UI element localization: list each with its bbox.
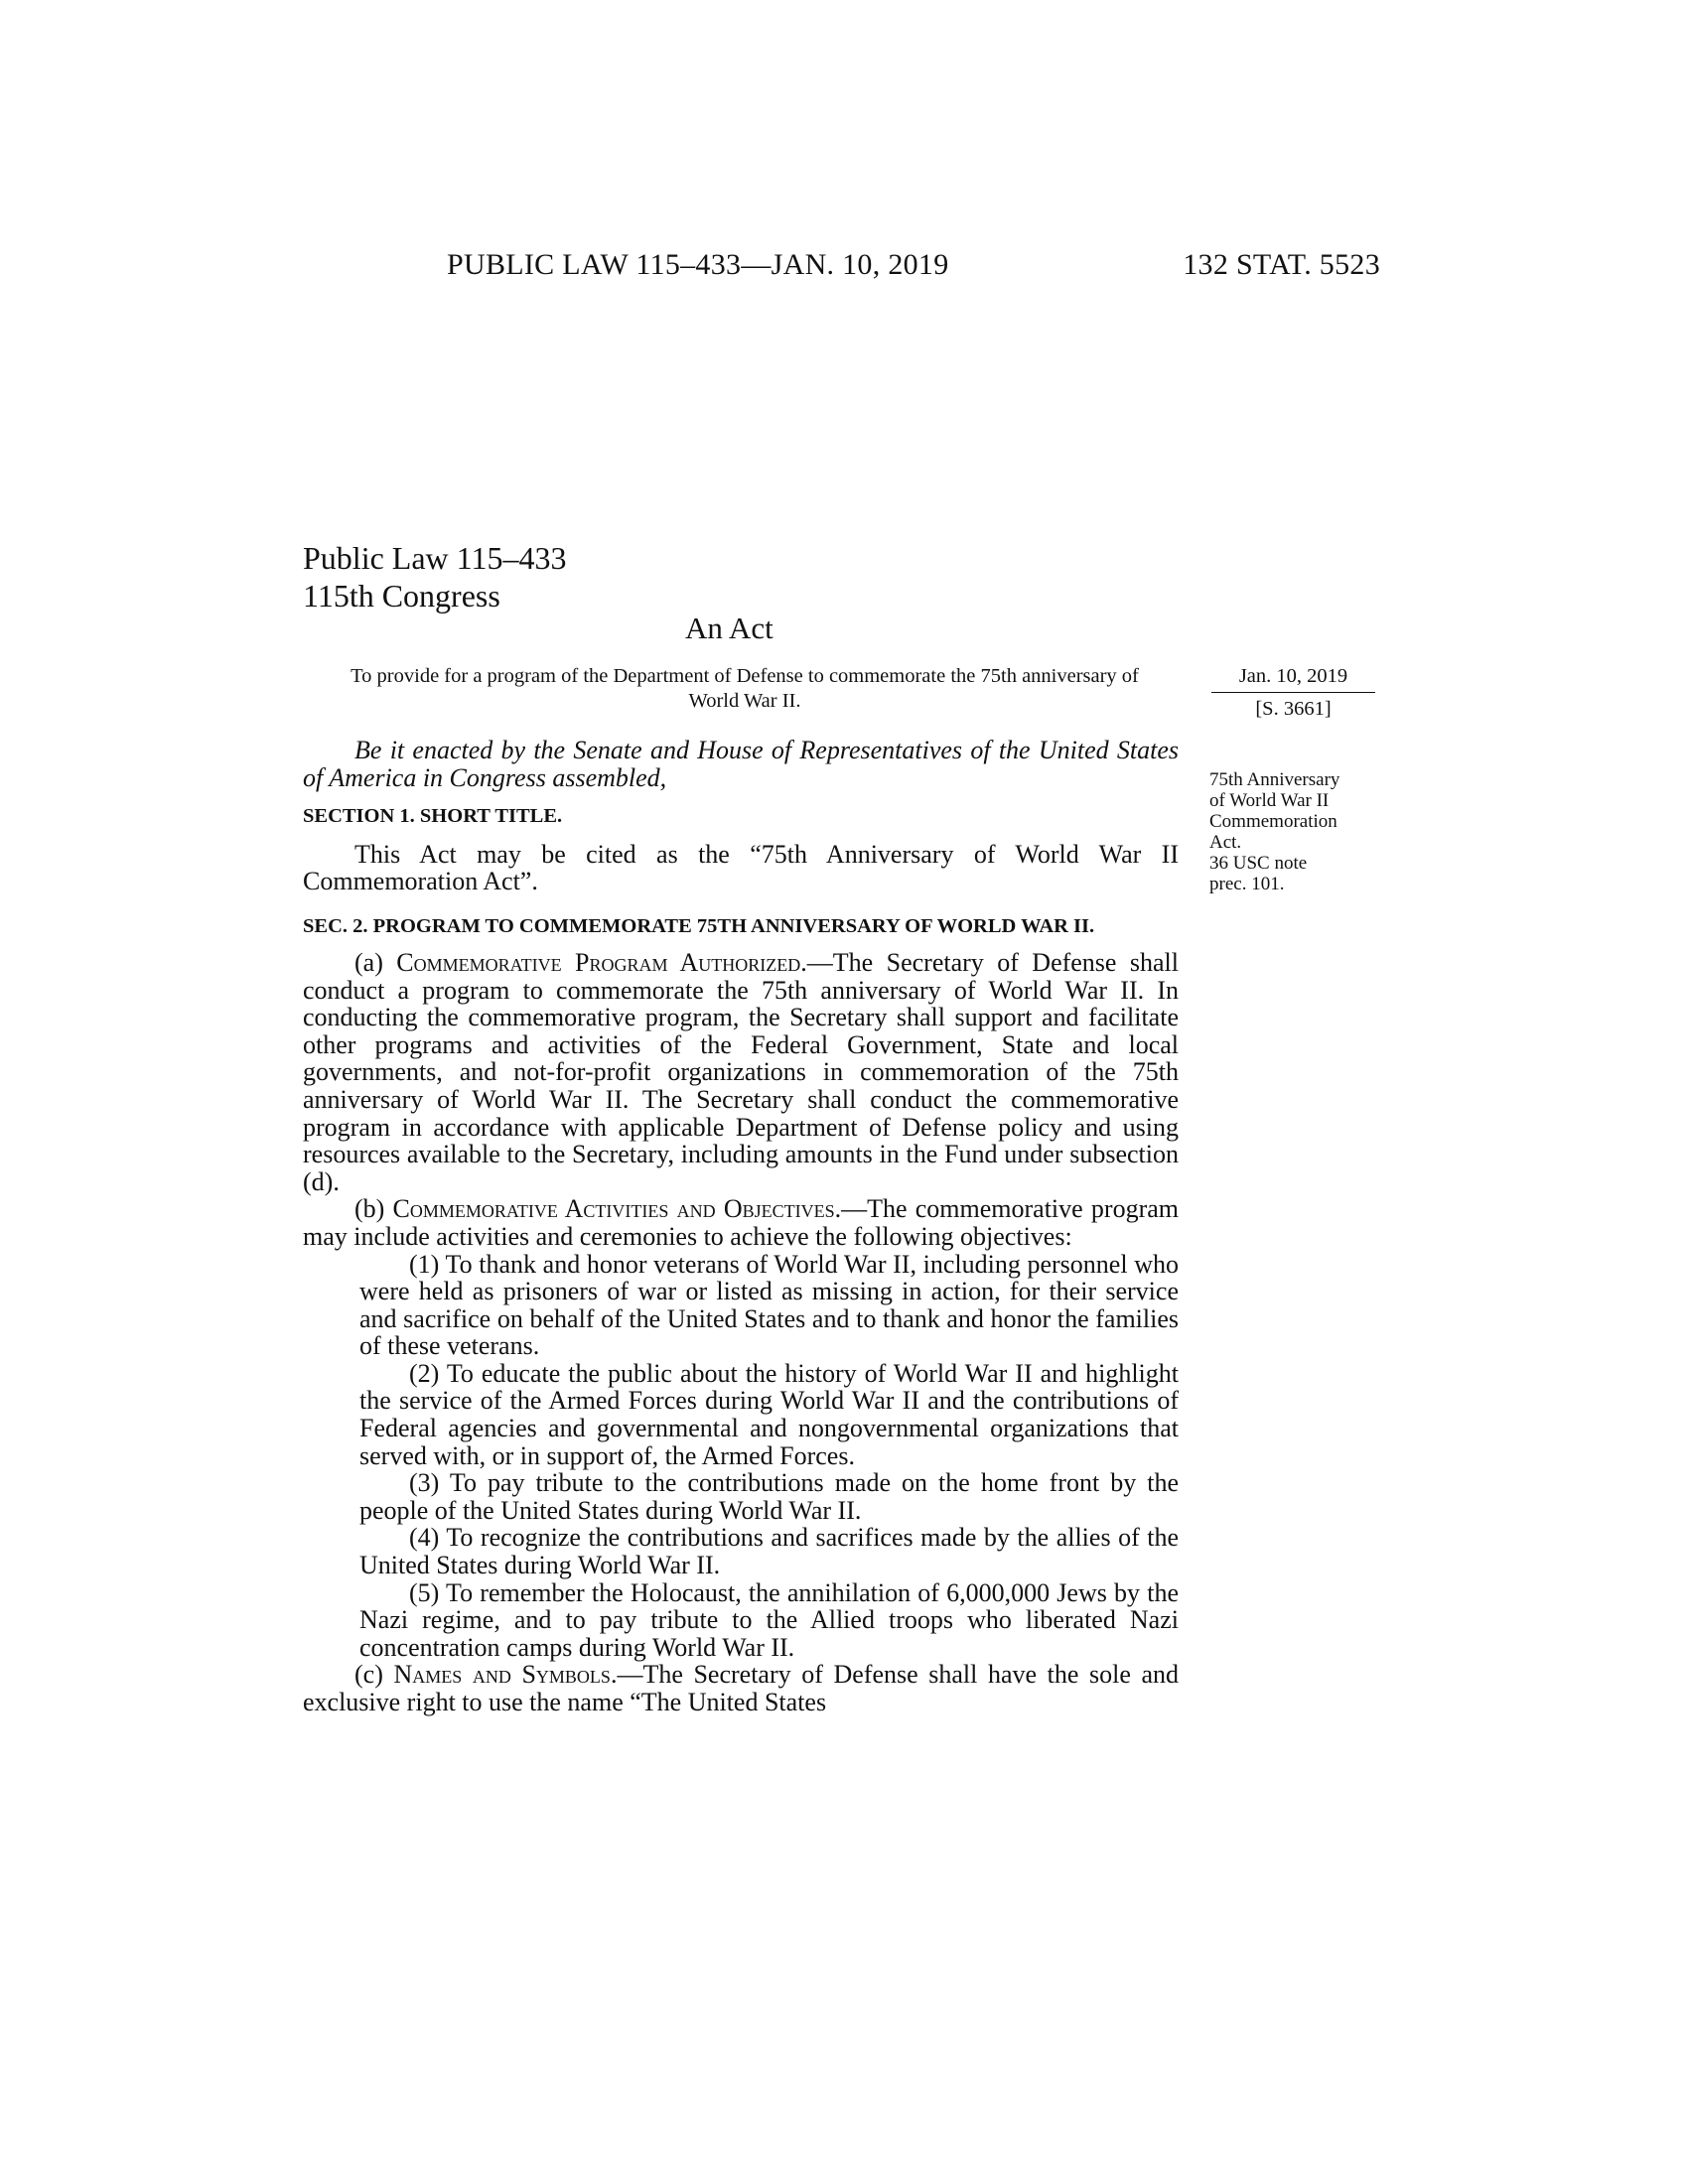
margin-note-line: Commemoration [1209,811,1337,832]
objective-item-5: (5) To remember the Holocaust, the annihilation of 6,000,000 Jews by the Nazi regime, and to pay tribute to the Allied troops who liberated Nazi concentration camps during World War II. [359,1577,1179,1662]
subsection-c-caption: Names and Symbols [393,1660,611,1690]
enacting-clause: Be it enacted by the Senate and House of Representatives of the United States of America in Congress assembled, [303,736,1179,792]
subsection-b-text: .—The commemorative program may include activities and ceremonies to achieve the following objectives: [303,1194,1179,1251]
public-law-number: Public Law 115–433 [303,540,567,576]
section-2-heading: SEC. 2. PROGRAM TO COMMEMORATE 75TH ANNIVERSARY OF WORLD WAR II. [303,914,1095,937]
subsection-b-prefix: (b) [354,1194,393,1224]
subsection-b-caption: Commemorative Activities and Objectives [392,1194,835,1224]
law-identification [303,539,566,614]
margin-note-line: 36 USC note [1209,853,1308,874]
subsection-b [303,1195,1179,1250]
act-label: An Act [685,611,774,645]
margin-note-line: 75th Anniversary [1209,769,1340,790]
objective-item-1: (1) To thank and honor veterans of World War II, including personnel who were held as prisoners of war or listed as missing in action, for their service and sacrifice on behalf of the United States and to thank and honor the families of these veterans. [359,1249,1179,1361]
bill-number: [S. 3661] [1255,698,1332,720]
subsection-a [303,949,1179,1195]
running-header [447,248,1380,282]
objective-item-3: (3) To pay tribute to the contributions made on the home front by the people of the United States during World War II. [359,1468,1179,1525]
enactment-date-box [1211,664,1375,722]
objective-item-2: (2) To educate the public about the history of World War II and highlight the service of the Armed Forces during World War II and the contributions of Federal agencies and governmental and nongovernmental organizations that served with, or in support of, the Armed Forces. [359,1358,1179,1470]
objective-item-4: (4) To recognize the contributions and sacrifices made by the allies of the United States during World War II. [359,1523,1179,1580]
running-title: PUBLIC LAW 115–433—JAN. 10, 2019 [447,248,949,281]
section-1-heading: SECTION 1. SHORT TITLE. [303,805,563,828]
subsection-c-text: .—The Secretary of Defense shall have the sole and exclusive right to use the name “The United States [303,1660,1180,1716]
margin-note-line: prec. 101. [1209,874,1285,894]
act-purpose: To provide for a program of the Department of Defense to commemorate the 75th anniversary of World War II. [351,665,1139,712]
date-divider [1211,692,1375,693]
margin-note-line: Act. [1209,832,1242,853]
subsection-c-prefix: (c) [354,1660,394,1690]
stat-citation: 132 STAT. 5523 [1183,248,1380,281]
law-body [303,737,1179,1716]
subsection-c [303,1661,1179,1715]
subsection-a-caption: Commemorative Program Authorized [396,947,801,977]
margin-note [1209,769,1388,894]
enactment-date: Jan. 10, 2019 [1238,665,1348,687]
margin-note-line: of World War II [1209,790,1330,811]
subsection-a-prefix: (a) [354,947,397,977]
section-1-text: This Act may be cited as the “75th Anniversary of World War II Commemoration Act”. [303,839,1179,896]
subsection-a-text: .—The Secretary of Defense shall conduct a program to commemorate the 75th anniversary of World War II. In conducting the commemorative program, the Secretary shall support and facilitate other programs and activities of the Federal Government, State and local governments, and not-for-profit organizations in commemoration of the 75th anniversary of World War II. The Secretary shall conduct the commemorative program in accordance with applicable Department of Defense policy and using resources available to the Secretary, including amounts in the Fund under subsection (d). [303,947,1179,1196]
congress-number: 115th Congress [303,578,500,614]
